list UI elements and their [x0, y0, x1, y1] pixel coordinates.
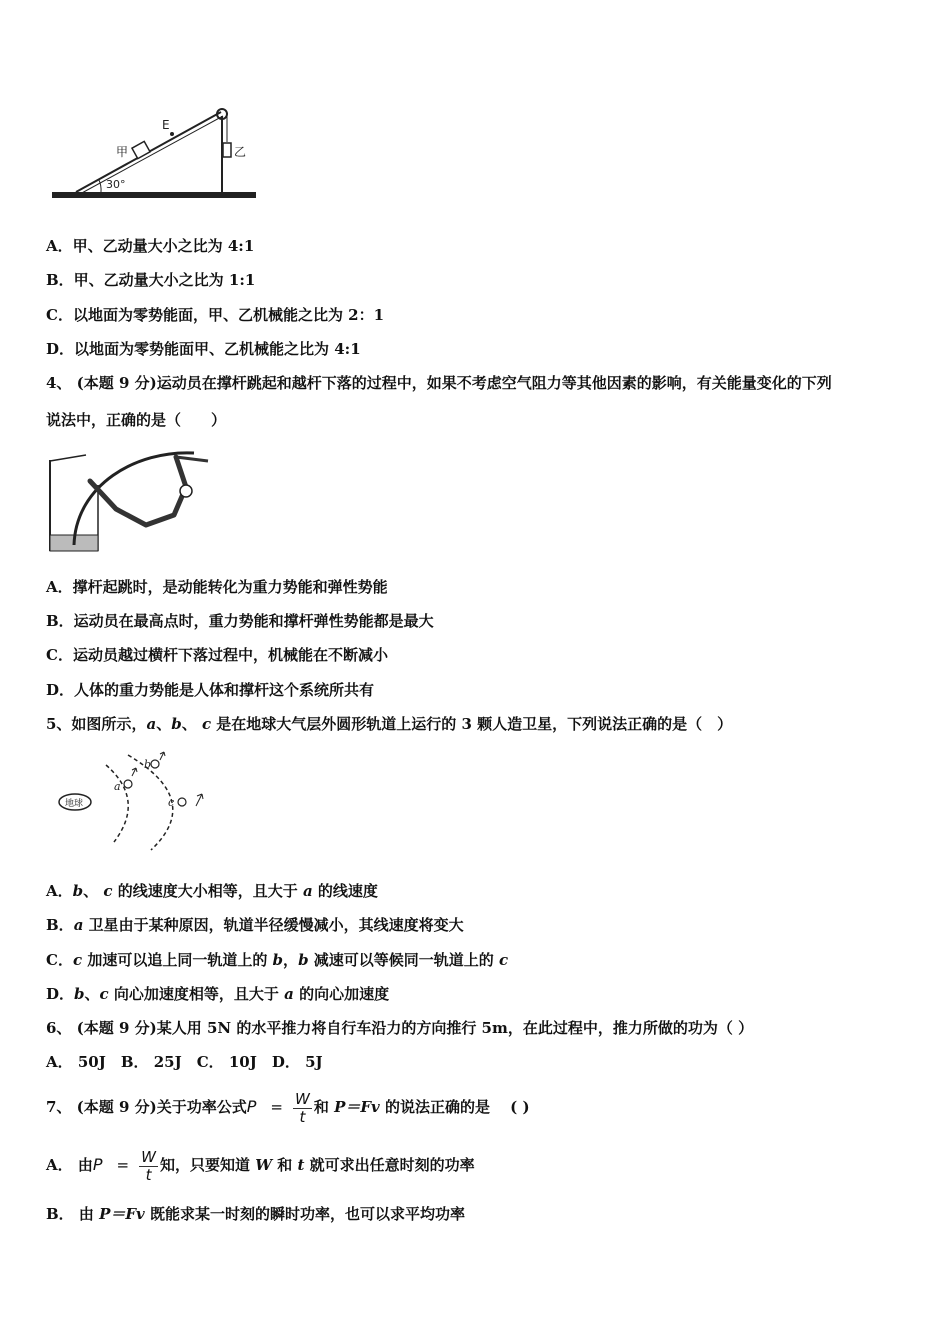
q4-option-a: A．撑杆起跳时，是动能转化为重力势能和弹性势能 — [46, 578, 388, 596]
vaulter-arm — [176, 457, 208, 461]
incline-pulley-figure — [46, 100, 266, 205]
q6-options: A． 50J B． 25J C． 10J D． 5J — [46, 1053, 323, 1071]
q7-option-b: B． 由 P＝Fv 既能求某一时刻的瞬时功率，也可以求平均功率 — [46, 1205, 466, 1223]
q4-option-d: D．人体的重力势能是人体和撑杆这个系统所共有 — [46, 681, 375, 699]
vaulter-head — [180, 485, 192, 497]
bent-pole — [74, 453, 194, 545]
label-c: c — [168, 796, 175, 809]
arrow-b — [160, 752, 165, 760]
block-jia — [132, 141, 150, 158]
q5-option-b: B．a 卫星由于某种原因，轨道半径缓慢减小，其线速度将变大 — [46, 916, 464, 934]
pole-vault-figure — [46, 445, 216, 555]
q3-option-b: B．甲、乙动量大小之比为 1:1 — [46, 271, 256, 289]
q5-stem: 5、如图所示，a、b、 c 是在地球大气层外圆形轨道上运行的 3 颗人造卫星，下列说法正确的是（ ） — [46, 715, 733, 733]
q3-option-d: D．以地面为零势能面甲、乙机械能之比为 4:1 — [46, 340, 361, 358]
q4-stem-line1: 4、 (本题 9 分)运动员在撑杆跳起和越杆下落的过程中，如果不考虑空气阻力等其他因素的影响，有关能量变化的下列 — [46, 374, 832, 392]
arrow-c — [196, 794, 203, 806]
orbit-inner — [106, 765, 128, 842]
fraction-w-over-t-a: $\frac{W}{t}$ — [141, 1147, 156, 1184]
satellite-orbit-figure — [56, 750, 226, 855]
earth-label: 地球 — [65, 799, 84, 809]
arrow-a — [132, 768, 137, 776]
angle-arc — [99, 180, 101, 192]
crossbar — [50, 455, 86, 461]
q5-option-c: C．c 加速可以追上同一轨道上的 b，b 减速可以等候同一轨道上的 c — [46, 951, 509, 969]
label-yi: 乙 — [234, 145, 247, 159]
q7-stem: 7、 (本题 9 分)关于功率公式P = $\frac{W}{t}$ 和 P＝Fv 的说法正确的是 ( ) — [46, 1089, 530, 1126]
incline-top-edge — [80, 116, 223, 194]
q4-stem-line2: 说法中，正确的是（ ） — [46, 411, 227, 429]
satellite-a — [124, 780, 132, 788]
block-yi — [223, 143, 231, 157]
fraction-w-over-t: $\frac{W}{t}$ — [294, 1089, 310, 1126]
q3-option-c: C．以地面为零势能面，甲、乙机械能之比为 2：1 — [46, 306, 385, 324]
q3-option-a: A．甲、乙动量大小之比为 4:1 — [46, 237, 255, 255]
label-b: b — [144, 758, 152, 771]
q5-option-a: A．b、 c 的线速度大小相等，且大于 a 的线速度 — [46, 882, 378, 900]
q5-option-d: D．b、c 向心加速度相等，且大于 a 的向心加速度 — [46, 985, 390, 1003]
label-angle: 30° — [106, 178, 126, 191]
point-e — [170, 132, 174, 136]
label-jia: 甲 — [116, 145, 129, 159]
q6-stem: 6、 (本题 9 分)某人用 5N 的水平推力将自行车沿力的方向推行 5m，在此过程中，推力所做的功为（ ） — [46, 1019, 754, 1037]
label-e: E — [162, 118, 170, 132]
q4-option-c: C．运动员越过横杆下落过程中，机械能在不断减小 — [46, 646, 388, 664]
satellite-b — [151, 760, 159, 768]
q7-option-a: A． 由P = $\frac{W}{t}$ 知，只要知道 W 和 t 就可求出任意时刻的功率 — [46, 1147, 475, 1184]
satellite-c — [178, 798, 186, 806]
q4-option-b: B．运动员在最高点时，重力势能和撑杆弹性势能都是最大 — [46, 612, 434, 630]
vaulter-body — [90, 457, 186, 525]
label-a: a — [114, 780, 121, 793]
